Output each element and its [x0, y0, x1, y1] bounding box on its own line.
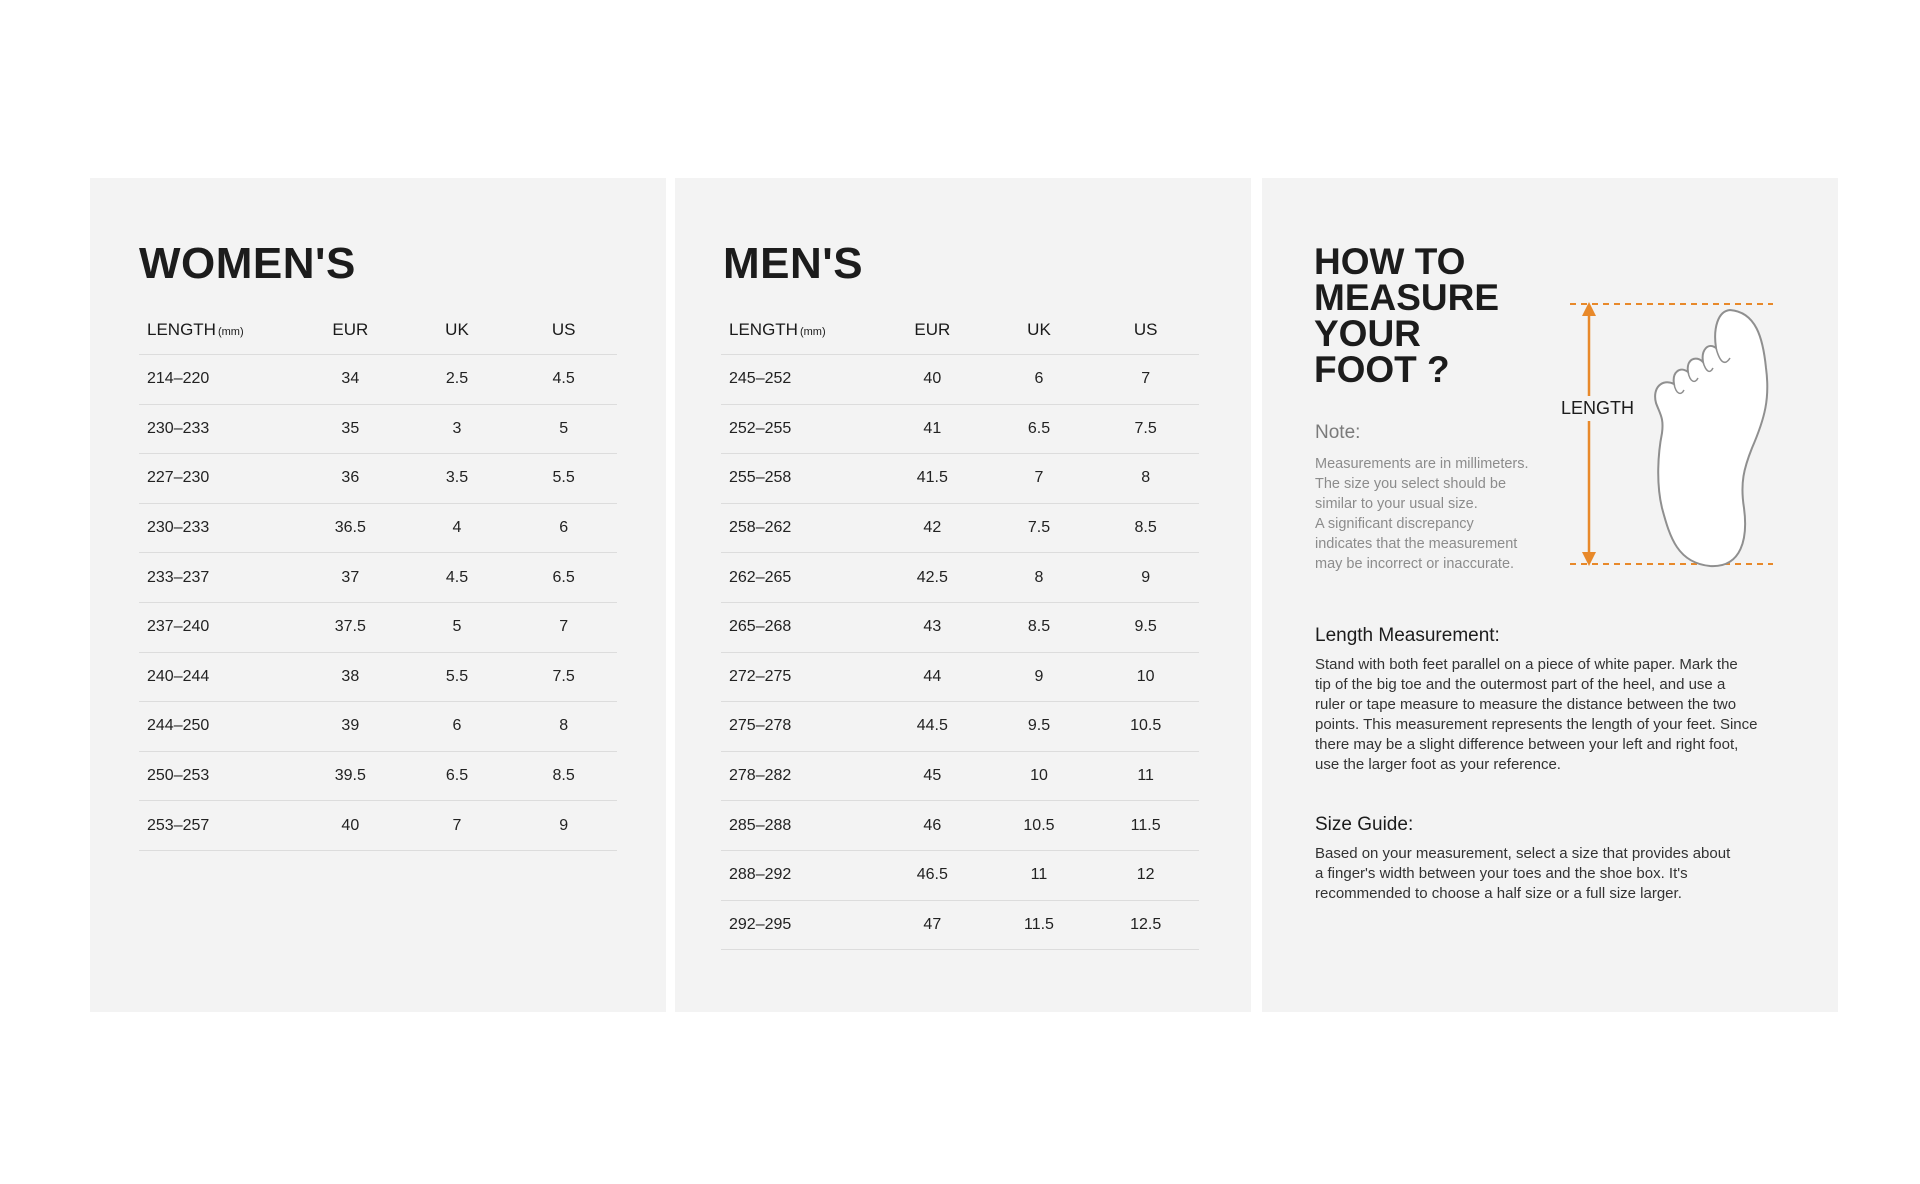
uk-cell: 6.5: [986, 404, 1093, 454]
us-cell: 8.5: [510, 751, 617, 801]
eur-cell: 41: [879, 404, 986, 454]
eur-cell: 46.5: [879, 850, 986, 900]
length-cell: 285–288: [721, 801, 879, 851]
uk-column-header: UK: [986, 306, 1093, 355]
length-cell: 230–233: [139, 503, 297, 553]
length-cell: 214–220: [139, 355, 297, 405]
text-line: a finger's width between your toes and the shoe box. It's: [1315, 865, 1688, 882]
eur-cell: 35: [297, 404, 404, 454]
us-cell: 8.5: [1092, 503, 1199, 553]
eur-cell: 45: [879, 751, 986, 801]
us-cell: 7.5: [1092, 404, 1199, 454]
us-cell: 8: [510, 702, 617, 752]
length-cell: 258–262: [721, 503, 879, 553]
us-cell: 10.5: [1092, 702, 1199, 752]
note-line: indicates that the measurement: [1315, 536, 1518, 552]
length-header-label: LENGTH: [729, 320, 798, 339]
length-cell: 265–268: [721, 602, 879, 652]
us-cell: 9.5: [1092, 602, 1199, 652]
eur-cell: 40: [297, 801, 404, 851]
us-cell: 8: [1092, 454, 1199, 504]
table-row: [721, 702, 1199, 752]
length-cell: 245–252: [721, 355, 879, 405]
table-row: [139, 553, 617, 603]
eur-cell: 44: [879, 652, 986, 702]
text-line: recommended to choose a half size or a full size larger.: [1315, 885, 1682, 902]
uk-cell: 11: [986, 850, 1093, 900]
length-diagram-label: LENGTH: [1559, 396, 1636, 421]
us-cell: 12.5: [1092, 900, 1199, 950]
eur-cell: 34: [297, 355, 404, 405]
us-cell: 5.5: [510, 454, 617, 504]
us-cell: 7.5: [510, 652, 617, 702]
eur-column-header: EUR: [879, 306, 986, 355]
uk-cell: 9: [986, 652, 1093, 702]
uk-column-header: UK: [404, 306, 511, 355]
length-cell: 262–265: [721, 553, 879, 603]
womens-size-table: [139, 306, 617, 851]
text-line: points. This measurement represents the length of your feet. Since: [1315, 716, 1758, 733]
uk-cell: 5: [404, 602, 511, 652]
length-cell: 272–275: [721, 652, 879, 702]
eur-cell: 42.5: [879, 553, 986, 603]
note-line: A significant discrepancy: [1315, 516, 1474, 532]
table-row: [139, 404, 617, 454]
us-cell: 4.5: [510, 355, 617, 405]
length-column-header: [139, 306, 297, 355]
table-row: [721, 900, 1199, 950]
uk-cell: 6: [404, 702, 511, 752]
length-unit-label: (mm): [799, 326, 826, 338]
us-cell: 7: [510, 602, 617, 652]
us-cell: 9: [510, 801, 617, 851]
eur-cell: 37.5: [297, 602, 404, 652]
eur-cell: 46: [879, 801, 986, 851]
size-guide-text: [1315, 844, 1765, 904]
length-cell: 230–233: [139, 404, 297, 454]
eur-cell: 36: [297, 454, 404, 504]
title-line: HOW TO: [1314, 241, 1466, 282]
uk-cell: 5.5: [404, 652, 511, 702]
eur-cell: 38: [297, 652, 404, 702]
length-cell: 240–244: [139, 652, 297, 702]
table-row: [721, 503, 1199, 553]
us-cell: 12: [1092, 850, 1199, 900]
note-line: The size you select should be: [1315, 476, 1507, 492]
table-header-row: [139, 306, 617, 355]
uk-cell: 10.5: [986, 801, 1093, 851]
text-line: tip of the big toe and the outermost part of the heel, and use a: [1315, 676, 1726, 693]
us-cell: 9: [1092, 553, 1199, 603]
table-row: [139, 801, 617, 851]
uk-cell: 10: [986, 751, 1093, 801]
uk-cell: 3: [404, 404, 511, 454]
uk-cell: 7: [404, 801, 511, 851]
text-line: use the larger foot as your reference.: [1315, 756, 1561, 773]
title-line: FOOT ?: [1314, 349, 1450, 390]
uk-cell: 7: [986, 454, 1093, 504]
title-line: MEASURE: [1314, 277, 1500, 318]
table-row: [139, 702, 617, 752]
eur-cell: 40: [879, 355, 986, 405]
uk-cell: 8.5: [986, 602, 1093, 652]
text-line: ruler or tape measure to measure the distance between the two: [1315, 696, 1737, 713]
eur-cell: 36.5: [297, 503, 404, 553]
note-line: Measurements are in millimeters.: [1315, 456, 1529, 472]
length-measurement-heading: Length Measurement:: [1315, 625, 1500, 646]
eur-cell: 43: [879, 602, 986, 652]
us-column-header: US: [510, 306, 617, 355]
uk-cell: 4: [404, 503, 511, 553]
womens-size-panel: [90, 178, 666, 1012]
us-cell: 10: [1092, 652, 1199, 702]
table-row: [721, 652, 1199, 702]
length-measurement-text: [1315, 655, 1800, 775]
uk-cell: 3.5: [404, 454, 511, 504]
length-cell: 288–292: [721, 850, 879, 900]
us-cell: 5: [510, 404, 617, 454]
uk-cell: 6.5: [404, 751, 511, 801]
note-line: may be incorrect or inaccurate.: [1315, 556, 1515, 572]
text-line: Based on your measurement, select a size that provides about: [1315, 845, 1731, 862]
uk-cell: 7.5: [986, 503, 1093, 553]
table-header-row: [721, 306, 1199, 355]
mens-title: MEN'S: [723, 239, 864, 288]
uk-cell: 4.5: [404, 553, 511, 603]
length-cell: 244–250: [139, 702, 297, 752]
length-cell: 252–255: [721, 404, 879, 454]
length-cell: 227–230: [139, 454, 297, 504]
note-heading: Note:: [1315, 422, 1361, 443]
table-row: [139, 652, 617, 702]
table-row: [721, 355, 1199, 405]
table-row: [139, 503, 617, 553]
how-to-measure-panel: [1262, 178, 1838, 1012]
length-cell: 237–240: [139, 602, 297, 652]
uk-cell: 11.5: [986, 900, 1093, 950]
text-line: there may be a slight difference between your left and right foot,: [1315, 736, 1739, 753]
length-cell: 233–237: [139, 553, 297, 603]
table-row: [721, 751, 1199, 801]
table-row: [721, 602, 1199, 652]
table-row: [721, 404, 1199, 454]
length-unit-label: (mm): [217, 326, 244, 338]
eur-cell: 42: [879, 503, 986, 553]
size-guide-heading: Size Guide:: [1315, 814, 1414, 835]
us-cell: 11: [1092, 751, 1199, 801]
table-row: [139, 602, 617, 652]
length-cell: 255–258: [721, 454, 879, 504]
us-cell: 11.5: [1092, 801, 1199, 851]
table-row: [721, 850, 1199, 900]
uk-cell: 8: [986, 553, 1093, 603]
us-cell: 7: [1092, 355, 1199, 405]
uk-cell: 9.5: [986, 702, 1093, 752]
table-row: [721, 801, 1199, 851]
eur-cell: 39: [297, 702, 404, 752]
length-cell: 292–295: [721, 900, 879, 950]
foot-outline-icon: [1655, 310, 1767, 566]
how-to-measure-title: [1314, 241, 1554, 390]
mens-size-panel: [675, 178, 1251, 1012]
eur-cell: 41.5: [879, 454, 986, 504]
table-row: [721, 553, 1199, 603]
length-cell: 253–257: [139, 801, 297, 851]
uk-cell: 2.5: [404, 355, 511, 405]
eur-column-header: EUR: [297, 306, 404, 355]
eur-cell: 39.5: [297, 751, 404, 801]
mens-size-table: [721, 306, 1199, 950]
table-row: [139, 751, 617, 801]
eur-cell: 37: [297, 553, 404, 603]
eur-cell: 47: [879, 900, 986, 950]
text-line: Stand with both feet parallel on a piece of white paper. Mark the: [1315, 656, 1738, 673]
length-cell: 275–278: [721, 702, 879, 752]
eur-cell: 44.5: [879, 702, 986, 752]
length-header-label: LENGTH: [147, 320, 216, 339]
length-cell: 250–253: [139, 751, 297, 801]
us-cell: 6: [510, 503, 617, 553]
table-row: [139, 355, 617, 405]
length-column-header: [721, 306, 879, 355]
table-row: [721, 454, 1199, 504]
length-cell: 278–282: [721, 751, 879, 801]
us-column-header: US: [1092, 306, 1199, 355]
title-line: YOUR: [1314, 313, 1421, 354]
us-cell: 6.5: [510, 553, 617, 603]
womens-title: WOMEN'S: [139, 239, 356, 288]
uk-cell: 6: [986, 355, 1093, 405]
note-line: similar to your usual size.: [1315, 496, 1478, 512]
note-text: [1315, 454, 1565, 574]
table-row: [139, 454, 617, 504]
